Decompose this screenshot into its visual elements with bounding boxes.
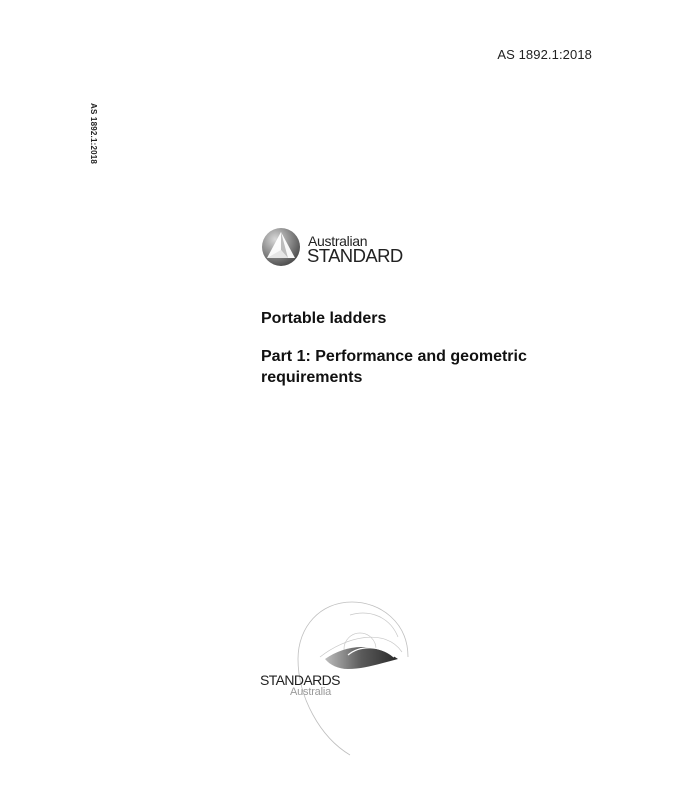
logo-text-standard: STANDARD [307,245,403,266]
logo-text-australian: Australian [308,233,368,249]
spine-document-number: AS 1892.1:2018 [89,103,98,165]
document-title: Portable ladders [261,310,387,327]
australian-standard-triangle-icon [260,226,304,270]
document-number: AS 1892.1:2018 [497,47,592,62]
publisher-text-standards: STANDARDS [260,672,340,688]
australian-standard-logo [260,226,420,270]
document-subtitle: Part 1: Performance and geometric requirements [261,348,527,386]
publisher-text-australia: Australia [290,686,331,698]
